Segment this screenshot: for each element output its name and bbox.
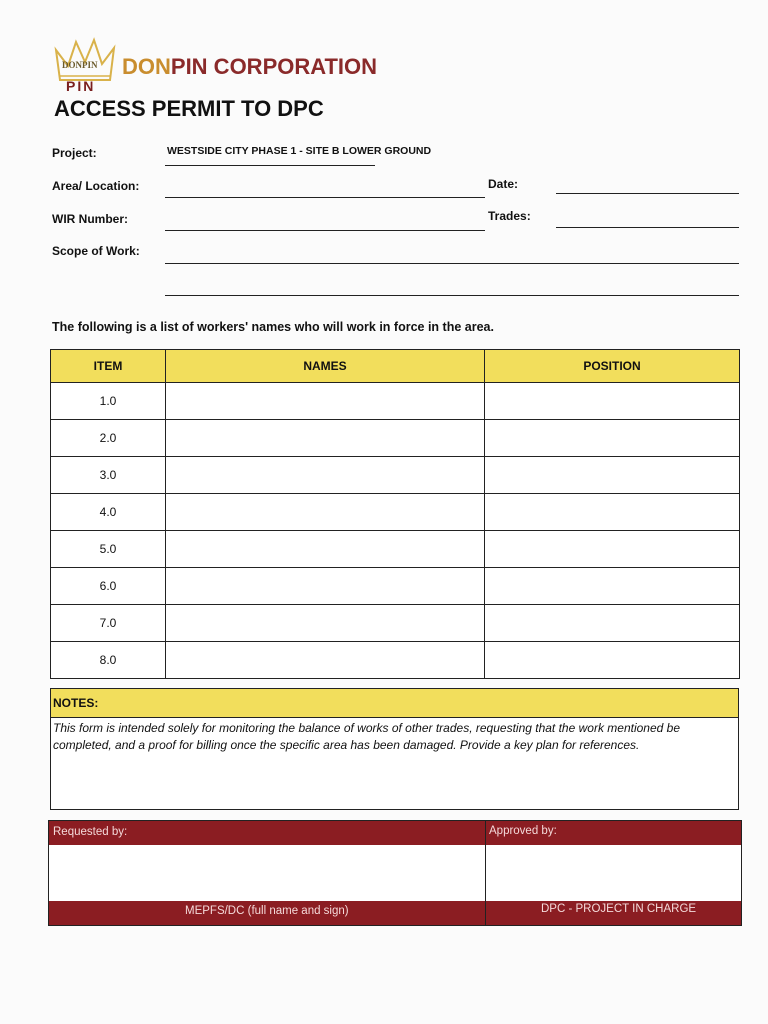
company-name (122, 54, 377, 80)
name-cell[interactable] (166, 420, 485, 457)
signature-header-bar (49, 821, 741, 845)
signature-block (48, 820, 742, 926)
name-cell[interactable] (166, 642, 485, 679)
date-label: Date: (488, 177, 519, 191)
header-position: POSITION (485, 350, 740, 383)
position-cell[interactable] (485, 383, 740, 420)
item-number: 8.0 (51, 642, 166, 679)
intro-text: The following is a list of workers' names who will work in force in the area. (52, 320, 494, 334)
notes-text: This form is intended solely for monitoring the balance of works of other trades, requesting that the work mentioned be completed, and a proof for billing once the specific area has been damaged. Provide a key plan for references. (53, 721, 680, 752)
area-field[interactable] (165, 197, 485, 198)
name-cell[interactable] (166, 494, 485, 531)
table-row (51, 420, 740, 457)
table-row (51, 494, 740, 531)
page-title: ACCESS PERMIT TO DPC (54, 96, 324, 121)
workers-table (50, 349, 740, 679)
item-number: 5.0 (51, 531, 166, 568)
notes-box (50, 688, 739, 810)
position-cell[interactable] (485, 531, 740, 568)
position-cell[interactable] (485, 420, 740, 457)
company-name-prefix: DON (122, 54, 171, 79)
area-label: Area/ Location: (52, 179, 140, 193)
notes-label: NOTES: (51, 689, 738, 718)
position-cell[interactable] (485, 642, 740, 679)
item-number: 2.0 (51, 420, 166, 457)
scope-field-line-1[interactable] (165, 263, 739, 264)
header-names: NAMES (166, 350, 485, 383)
table-header-row (51, 350, 740, 383)
header-item: ITEM (51, 350, 166, 383)
scope-label: Scope of Work: (52, 244, 140, 258)
position-cell[interactable] (485, 568, 740, 605)
name-cell[interactable] (166, 531, 485, 568)
position-cell[interactable] (485, 605, 740, 642)
item-number: 6.0 (51, 568, 166, 605)
requested-by-label: Requested by: (53, 826, 128, 838)
name-cell[interactable] (166, 605, 485, 642)
item-number: 3.0 (51, 457, 166, 494)
item-number: 1.0 (51, 383, 166, 420)
project-value: WESTSIDE CITY PHASE 1 - SITE B LOWER GROUND (167, 145, 432, 157)
project-label: Project: (52, 146, 97, 160)
item-number: 4.0 (51, 494, 166, 531)
requested-role-label: MEPFS/DC (full name and sign) (185, 905, 349, 917)
logo-text: DONPIN (62, 60, 98, 70)
name-cell[interactable] (166, 568, 485, 605)
position-cell[interactable] (485, 494, 740, 531)
project-line[interactable] (165, 165, 375, 166)
wir-label: WIR Number: (52, 212, 128, 226)
position-cell[interactable] (485, 457, 740, 494)
requested-by-sign-area[interactable] (51, 847, 483, 899)
table-row (51, 568, 740, 605)
signature-divider (485, 821, 486, 925)
date-field[interactable] (556, 193, 739, 194)
approved-role-label: DPC - PROJECT IN CHARGE (541, 903, 697, 915)
name-cell[interactable] (166, 457, 485, 494)
wir-field[interactable] (165, 230, 485, 231)
table-row (51, 605, 740, 642)
scope-field-line-2[interactable] (165, 295, 739, 296)
table-row (51, 383, 740, 420)
approved-by-label: Approved by: (489, 825, 557, 837)
table-row (51, 457, 740, 494)
table-row (51, 531, 740, 568)
trades-field[interactable] (556, 227, 739, 228)
approved-by-sign-area[interactable] (489, 847, 739, 899)
trades-label: Trades: (488, 209, 531, 223)
company-name-rest: PIN CORPORATION (170, 54, 378, 79)
name-cell[interactable] (166, 383, 485, 420)
item-number: 7.0 (51, 605, 166, 642)
table-row (51, 642, 740, 679)
logo-pin-text: PIN (66, 78, 96, 94)
